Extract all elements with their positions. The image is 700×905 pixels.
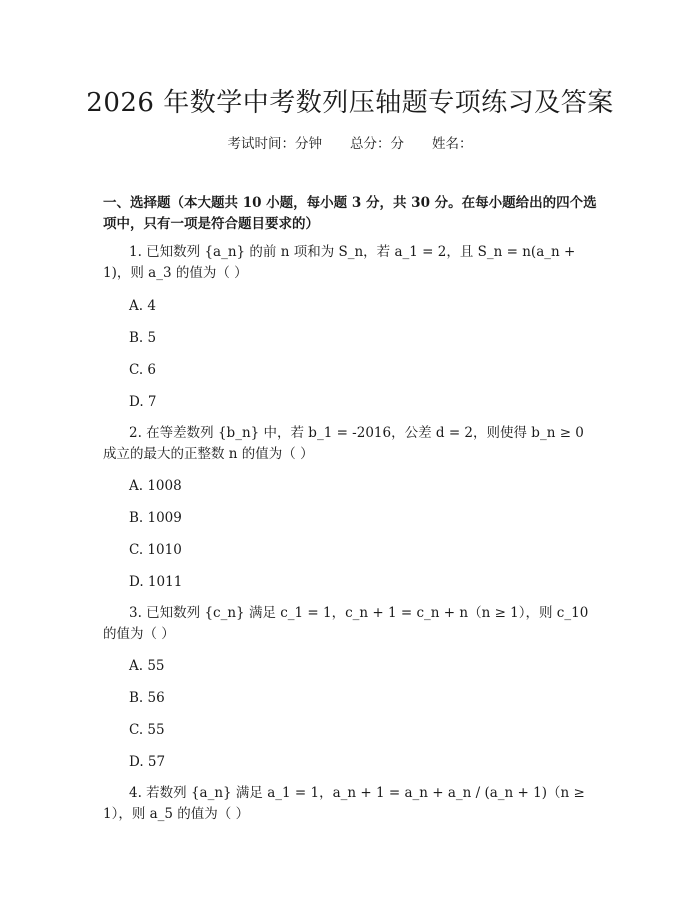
question-3-option-a: A. 55 — [129, 658, 165, 674]
question-3-option-d: D. 57 — [129, 754, 166, 770]
section-heading — [103, 193, 603, 235]
question-1-line1: 1. 已知数列 {a_n} 的前 n 项和为 S_n，若 a_1 = 2，且 S_n = n(a_n + — [129, 244, 576, 260]
question-4-line1: 4. 若数列 {a_n} 满足 a_1 = 1，a_n + 1 = a_n + a_n / (a_n + 1)（n ≥ — [129, 785, 585, 801]
question-1-option-a: A. 4 — [129, 298, 156, 314]
question-3 — [103, 603, 603, 645]
question-4 — [103, 783, 603, 825]
question-2-line2: 成立的最大的正整数 n 的值为（ ） — [103, 446, 314, 462]
question-4-line2: 1），则 a_5 的值为（ ） — [103, 806, 250, 822]
question-3-option-c: C. 55 — [129, 722, 165, 738]
question-1-option-d: D. 7 — [129, 394, 157, 410]
section-heading-line2: 项中，只有一项是符合题目要求的） — [103, 216, 319, 232]
question-2-option-a: A. 1008 — [129, 478, 182, 494]
question-1-option-c: C. 6 — [129, 362, 157, 378]
question-2-option-b: B. 1009 — [129, 510, 182, 526]
time-label: 考试时间： — [227, 136, 295, 152]
score-unit: 分 — [390, 136, 404, 152]
question-1-option-b: B. 5 — [129, 330, 157, 346]
question-2-line1: 2. 在等差数列 {b_n} 中，若 b_1 = -2016，公差 d = 2，则使得 b_n ≥ 0 — [129, 425, 584, 441]
score-label: 总分： — [350, 136, 391, 152]
question-3-line1: 3. 已知数列 {c_n} 满足 c_1 = 1，c_n + 1 = c_n + n（n ≥ 1），则 c_10 — [129, 605, 589, 621]
question-1-line2: 1)，则 a_3 的值为（ ） — [103, 265, 248, 281]
question-2 — [103, 423, 603, 465]
question-3-option-b: B. 56 — [129, 690, 165, 706]
page-title: 2026 年数学中考数列压轴题专项练习及答案 — [86, 88, 614, 118]
time-unit: 分钟 — [295, 136, 322, 152]
question-2-option-c: C. 1010 — [129, 542, 182, 558]
question-1 — [103, 242, 603, 284]
question-3-line2: 的值为（ ） — [103, 626, 175, 642]
section-heading-line1: 一、选择题（本大题共 10 小题，每小题 3 分，共 30 分。在每小题给出的四个选 — [103, 195, 597, 211]
name-label: 姓名： — [432, 136, 473, 152]
question-2-option-d: D. 1011 — [129, 574, 183, 590]
exam-meta — [0, 132, 700, 152]
